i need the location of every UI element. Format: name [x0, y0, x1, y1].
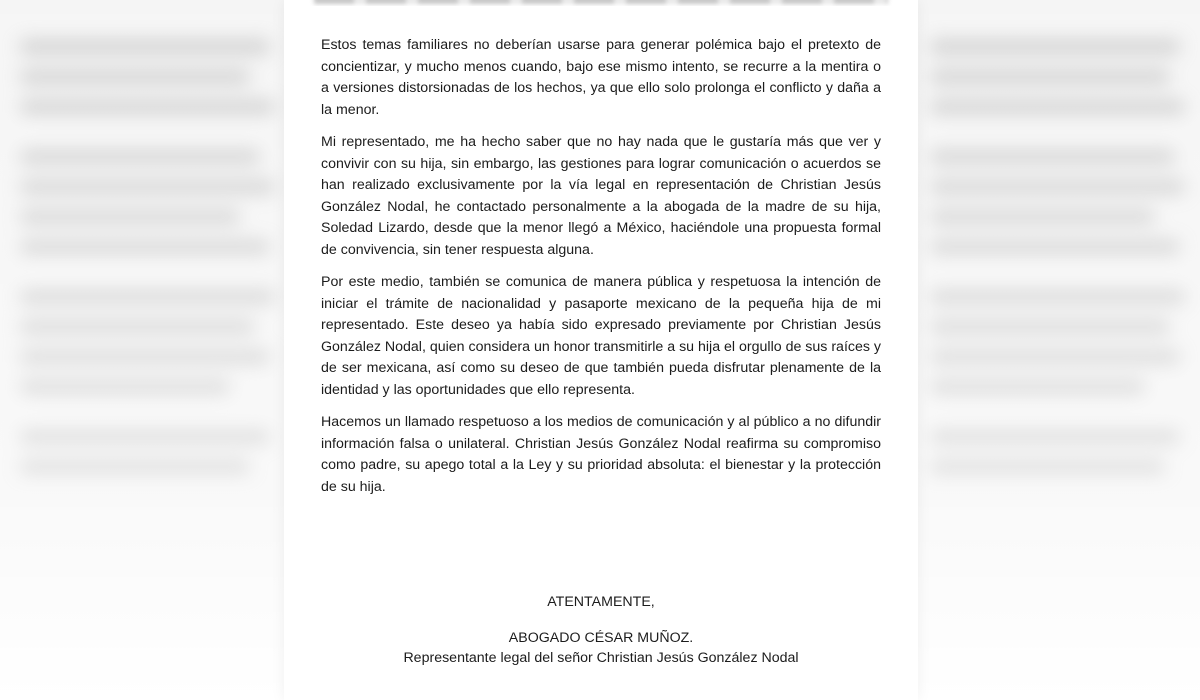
signer-role: Representante legal del señor Christian Jesús González Nodal [403, 650, 799, 666]
background-fade-left [0, 0, 290, 700]
document-page [284, 0, 918, 700]
document-body [321, 35, 881, 509]
cropped-previous-line [284, 0, 918, 6]
background-fade-right [910, 0, 1200, 700]
paragraph-4: Hacemos un llamado respetuoso a los medios de comunicación y al público a no difundir información falsa o unilateral. Christian Jesús González Nodal reafirma su compromiso como padre, su apego total a la Ley y su prioridad absoluta: el bienestar y la protección de su hija. [321, 414, 881, 495]
paragraph-2: Mi representado, me ha hecho saber que no hay nada que le gustaría más que ver y convivir con su hija, sin embargo, las gestiones para lograr comunicación o acuerdos se han realizado exclusivamente por la vía legal en representación de Christian Jesús González Nodal, he contactado personalmente a la abogada de la madre de su hija, Soledad Lizardo, desde que la menor llegó a México, haciéndole una propuesta formal de convivencia, sin tener respuesta alguna. [321, 134, 881, 258]
paragraph-1: Estos temas familiares no deberían usarse para generar polémica bajo el pretexto de concientizar, y mucho menos cuando, bajo ese mismo intento, se recurre a la mentira o a versiones distorsionadas de los hechos, ya que ello solo prolonga el conflicto y daña a la menor. [321, 37, 881, 118]
closing-salutation: ATENTAMENTE, [547, 594, 655, 610]
blurred-background-right [910, 0, 1200, 700]
paragraph-3: Por este medio, también se comunica de manera pública y respetuosa la intención de iniciar el trámite de nacionalidad y pasaporte mexicano de la pequeña hija de mi representado. Este deseo ya había sido expresado previamente por Christian Jesús González Nodal, quien considera un honor transmitirle a su hija el orgullo de sus raíces y de ser mexicana, así como su deseo de que también pueda disfrutar plenamente de la identidad y las oportunidades que ello representa. [321, 274, 881, 398]
signer-name: ABOGADO CÉSAR MUÑOZ. [508, 630, 694, 646]
blurred-background-left [0, 0, 290, 700]
